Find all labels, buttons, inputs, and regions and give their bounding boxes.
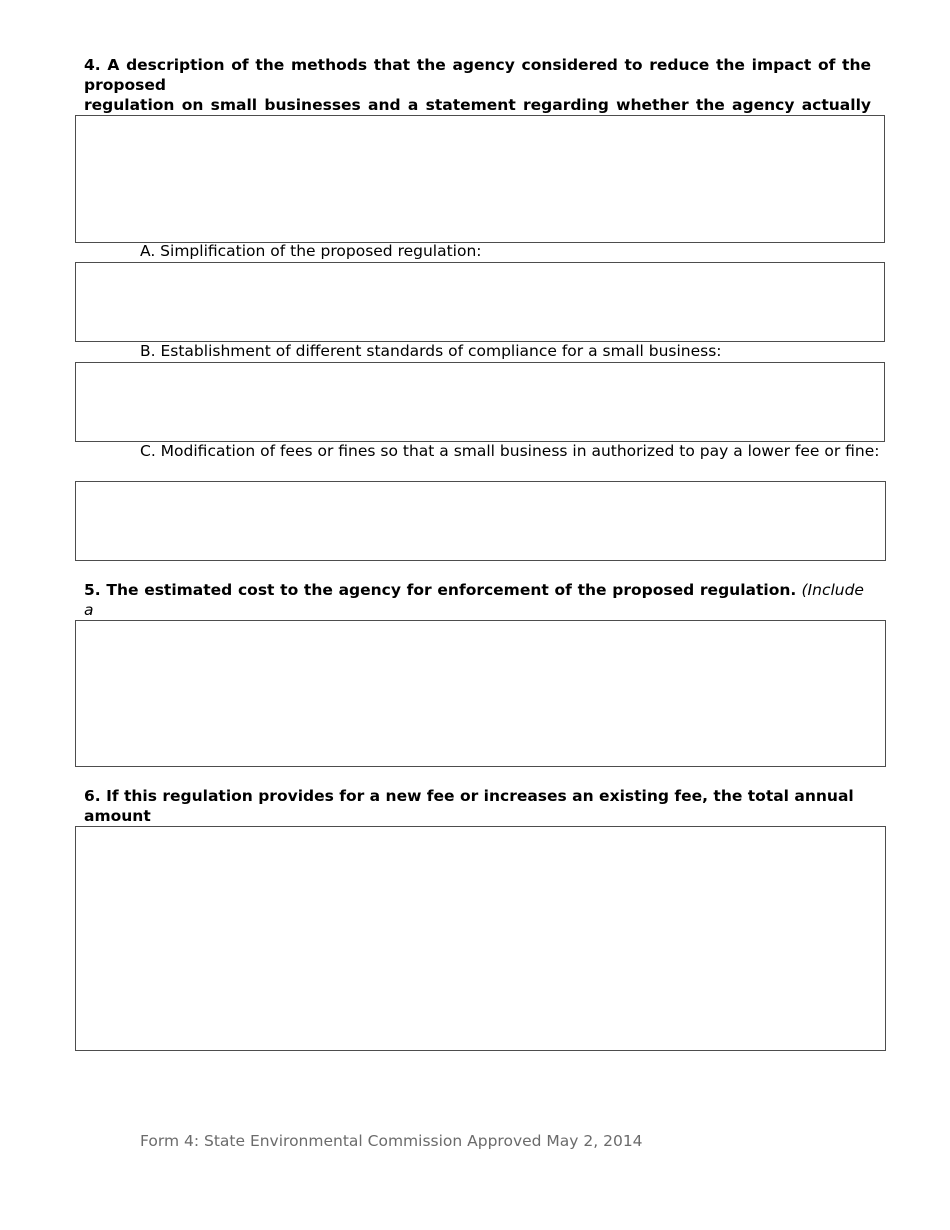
q4-sub-b-answer-box[interactable] — [75, 362, 885, 442]
q4-answer-box[interactable] — [75, 115, 885, 243]
q4-heading-line1: 4. A description of the methods that the agency considered to reduce the impact of the proposed — [84, 56, 871, 94]
q4-sub-c-label: C. Modification of fees or fines so that a small business in authorized to pay a lower fee or fine: — [140, 442, 880, 460]
q5-note-line1: (Include a — [84, 581, 864, 619]
q4-sub-a-answer-box[interactable] — [75, 262, 885, 342]
q6-answer-box[interactable] — [75, 826, 886, 1051]
q4-sub-b-label: B. Establishment of different standards of compliance for a small business: — [140, 342, 722, 360]
q4-sub-a-label: A. Simplification of the proposed regulation: — [140, 242, 482, 260]
form-footer: Form 4: State Environmental Commission Approved May 2, 2014 — [140, 1132, 643, 1150]
q4-heading-line2: regulation on small businesses and a statement regarding whether the agency actually — [84, 96, 871, 114]
q5-heading-text: 5. The estimated cost to the agency for enforcement of the proposed regulation. — [84, 581, 797, 599]
q5-answer-box[interactable] — [75, 620, 886, 767]
q6-heading-line1: 6. If this regulation provides for a new fee or increases an existing fee, the total annual amount — [84, 787, 854, 825]
q4-sub-c-answer-box[interactable] — [75, 481, 886, 561]
